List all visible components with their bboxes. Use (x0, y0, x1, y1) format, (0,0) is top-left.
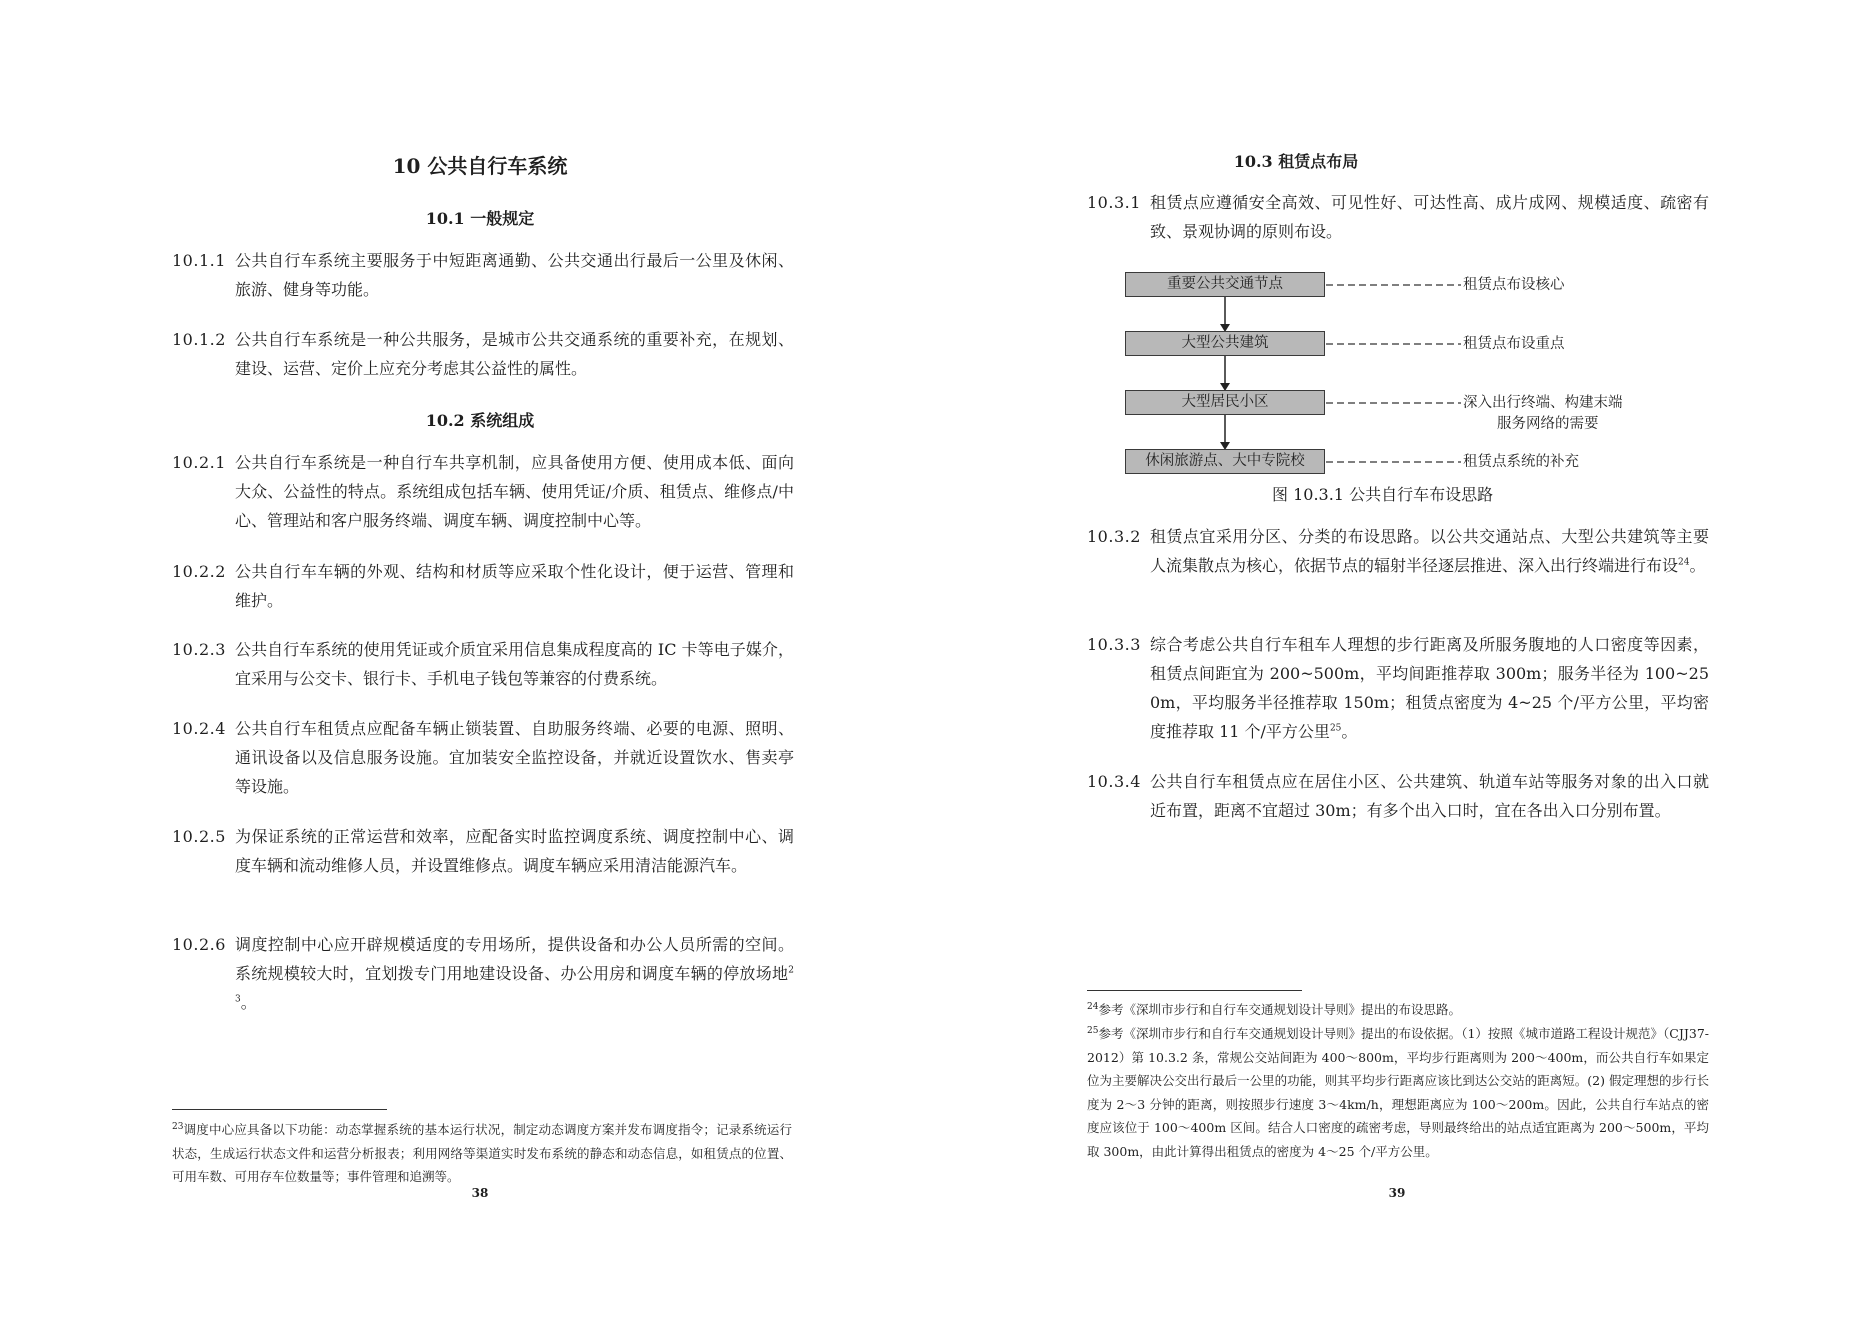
flowchart-node-public-building: 大型公共建筑 (1125, 331, 1325, 356)
flowchart-note-core: 租赁点布设核心 (1463, 277, 1565, 293)
flowchart-connectors (1125, 272, 1685, 472)
clause-10-3-1 (1087, 188, 1709, 246)
clause-number: 10.2.3 (172, 640, 226, 659)
footnote-24: $^{24}$参考《深圳市步行和自行车交通规划设计导则》提出的布设思路。 (1087, 1001, 1461, 1017)
clause-number: 10.3.1 (1087, 193, 1141, 212)
clause-text: 公共自行车系统的使用凭证或介质宜采用信息集成程度高的 IC 卡等电子媒介，宜采用与公交卡、银行卡、手机电子钱包等兼容的付费系统。 (235, 640, 794, 688)
footnote-23: $^{23}$调度中心应具备以下功能：动态掌握系统的基本运行状况，制定动态调度方案并发布调度指令；记录系统运行状态，生成运行状态文件和运营分析报表；利用网络等渠道实时发布系统的静态和动态信息，如租赁点的位置、可用车数、可用存车位数量等；事件管理和追溯等。 (172, 1121, 792, 1184)
left-page (0, 0, 935, 1323)
footnote-mark: 24 (1087, 1001, 1099, 1012)
clause-10-2-5 (172, 822, 794, 880)
footnote-mark: 25 (1087, 1025, 1099, 1036)
section-heading-10-3: 10.3 租赁点布局 (1233, 152, 1359, 171)
clause-10-1-2 (172, 325, 794, 383)
clause-number: 10.1.1 (172, 251, 226, 270)
section-heading-10-1: 10.1 一般规定 (425, 209, 535, 228)
footnote-ref-23: 23 (235, 965, 794, 1005)
footnote-rule (172, 1109, 387, 1110)
clause-number: 10.2.2 (172, 562, 226, 581)
flowchart-node-leisure-campus: 休闲旅游点、大中专院校 (1125, 449, 1325, 474)
clause-number: 10.1.2 (172, 330, 226, 349)
clause-text: 租赁点宜采用分区、分类的布设思路。以公共交通站点、大型公共建筑等主要人流集散点为核心，依据节点的辐射半径逐层推进、深入出行终端进行布设$^{24}$。 (1150, 527, 1709, 575)
clause-text: 公共自行车系统主要服务于中短距离通勤、公共交通出行最后一公里及休闲、旅游、健身等功能。 (235, 251, 794, 299)
clause-10-2-6 (172, 930, 794, 1017)
flowchart-figure (1125, 272, 1685, 512)
clause-number: 10.2.4 (172, 719, 226, 738)
chapter-title: 10 公共自行车系统 (392, 154, 568, 178)
clause-number: 10.2.1 (172, 453, 226, 472)
right-page (935, 0, 1871, 1323)
flowchart-node-residential: 大型居民小区 (1125, 390, 1325, 415)
clause-10-2-4 (172, 714, 794, 801)
clause-text: 公共自行车租赁点应配备车辆止锁装置、自助服务终端、必要的电源、照明、通讯设备以及信息服务设施。宜加装安全监控设备，并就近设置饮水、售卖亭等设施。 (235, 719, 794, 796)
clause-text: 综合考虑公共自行车租车人理想的步行距离及所服务腹地的人口密度等因素，租赁点间距宜为 200~500m，平均间距推荐取 300m；服务半径为 100~250m，平均服务半径推荐取 150m；租赁点密度为 4~25 个/平方公里，平均密度推荐取 11 个/平方公里$^{25}$。 (1150, 635, 1709, 741)
clause-10-1-1 (172, 246, 794, 304)
clause-10-2-3 (172, 635, 794, 693)
clause-number: 10.2.6 (172, 935, 226, 954)
page-number: 38 (471, 1186, 489, 1200)
clause-text: 公共自行车系统是一种自行车共享机制，应具备使用方便、使用成本低、面向大众、公益性的特点。系统组成包括车辆、使用凭证/介质、租赁点、维修点/中心、管理站和客户服务终端、调度车辆、调度控制中心等。 (235, 453, 794, 530)
clause-text: 调度控制中心应开辟规模适度的专用场所，提供设备和办公人员所需的空间。系统规模较大时，宜划拨专门用地建设设备、办公用房和调度车辆的停放场地$^{23}$。 (235, 935, 794, 1012)
figure-caption: 图 10.3.1 公共自行车布设思路 (1272, 485, 1494, 504)
flowchart-note-terminal-2: 服务网络的需要 (1497, 416, 1599, 432)
clause-10-3-4 (1087, 767, 1709, 825)
footnote-rule (1087, 990, 1302, 991)
clause-number: 10.2.5 (172, 827, 226, 846)
clause-text: 公共自行车车辆的外观、结构和材质等应采取个性化设计，便于运营、管理和维护。 (235, 562, 794, 610)
clause-10-2-2 (172, 557, 794, 615)
clause-text: 公共自行车系统是一种公共服务，是城市公共交通系统的重要补充，在规划、建设、运营、定价上应充分考虑其公益性的属性。 (235, 330, 794, 378)
footnote-mark: 23 (172, 1121, 184, 1132)
clause-number: 10.3.2 (1087, 527, 1141, 546)
flowchart-note-supplement: 租赁点系统的补充 (1463, 454, 1579, 470)
clause-number: 10.3.3 (1087, 635, 1141, 654)
footnote-ref-24: 24 (1678, 557, 1690, 568)
clause-number: 10.3.4 (1087, 772, 1141, 791)
clause-text: 为保证系统的正常运营和效率，应配备实时监控调度系统、调度控制中心、调度车辆和流动维修人员，并设置维修点。调度车辆应采用清洁能源汽车。 (235, 827, 794, 875)
clause-text: 租赁点应遵循安全高效、可见性好、可达性高、成片成网、规模适度、疏密有致、景观协调的原则布设。 (1150, 193, 1709, 241)
flowchart-note-focus: 租赁点布设重点 (1463, 336, 1565, 352)
page-number: 39 (1388, 1186, 1406, 1200)
footnote-ref-25: 25 (1329, 723, 1342, 734)
flowchart-note-terminal: 深入出行终端、构建末端 (1463, 395, 1623, 411)
footnote-25: $^{25}$参考《深圳市步行和自行车交通规划设计导则》提出的布设依据。（1）按照《城市道路工程设计规范》（CJJ37-2012）第 10.3.2 条，常规公交站间距为 400～800m，平均步行距离则为 200～400m，而公共自行车如果定位为主要解决公交出行最后一公里的功能，则其平均步行距离应该比到达公交站的距离短。(2) 假定理想的步行长度为 2～3 分钟的距离，则按照步行速度 3～4km/h，理想距离应为 100～200m。因此，公共自行车站点的密度应该位于 100～400m 区间。结合人口密度的疏密考虑，导则最终给出的站点适宜距离为 200～500m，平均取 300m，由此计算得出租赁点的密度为 4～25 个/平方公里。 (1087, 1025, 1709, 1159)
clause-10-3-3 (1087, 630, 1709, 746)
section-heading-10-2: 10.2 系统组成 (425, 411, 535, 430)
clause-10-2-1 (172, 448, 794, 535)
clause-text: 公共自行车租赁点应在居住小区、公共建筑、轨道车站等服务对象的出入口就近布置，距离不宜超过 30m；有多个出入口时，宜在各出入口分别布置。 (1150, 772, 1709, 820)
clause-10-3-2 (1087, 522, 1709, 580)
flowchart-node-transit-hub: 重要公共交通节点 (1125, 272, 1325, 297)
